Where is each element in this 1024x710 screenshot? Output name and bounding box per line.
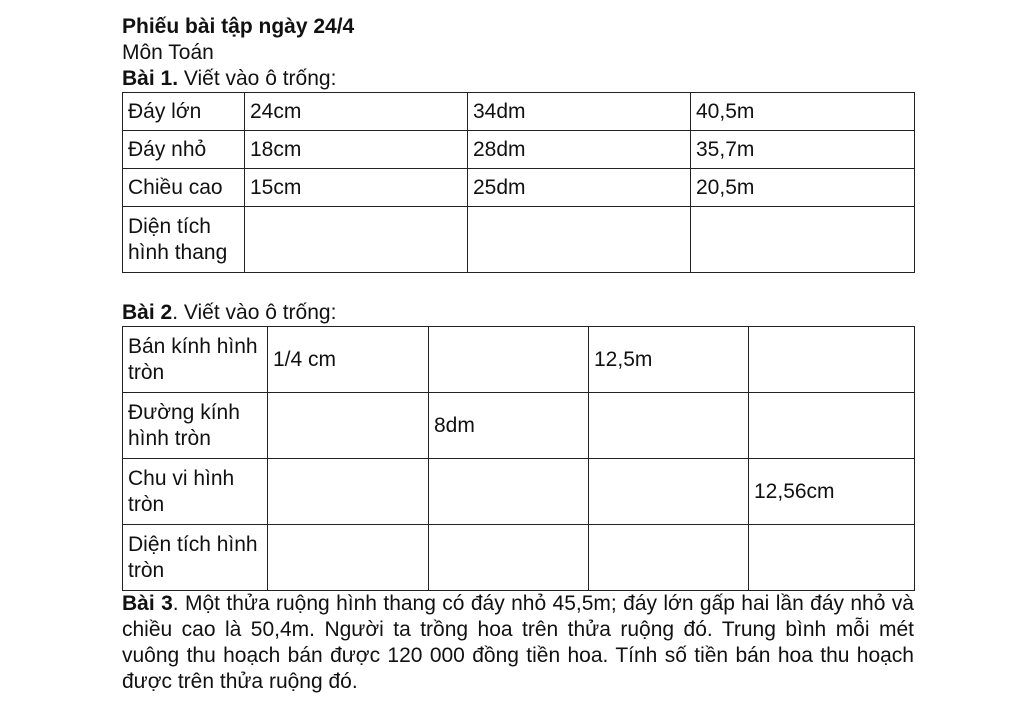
- table-cell: 34dm: [468, 93, 691, 131]
- circle-table: [122, 326, 915, 591]
- table-cell: 12,5m: [589, 327, 749, 393]
- exercise-1-label: Bài 1.: [122, 67, 179, 90]
- table-cell: 15cm: [245, 169, 468, 207]
- answer-cell[interactable]: [268, 393, 429, 459]
- table-cell: 8dm: [429, 393, 589, 459]
- table-cell: 25dm: [468, 169, 691, 207]
- table-row: [123, 327, 915, 393]
- exercise-3-text: . Một thửa ruộng hình thang có đáy nhỏ 45,5m; đáy lớn gấp hai lần đáy nhỏ và chiều cao là 50,4m. Người ta trồng hoa trên thửa ruộng đó. Trung bình mỗi mét vuông thu hoạch bán được 120 000 đồng tiền hoa. Tính số tiền bán hoa thu hoạch được trên thửa ruộng đó.: [122, 592, 914, 693]
- answer-cell[interactable]: [749, 525, 915, 591]
- exercise-1-instruction: Viết vào ô trống:: [178, 67, 337, 90]
- answer-cell[interactable]: [429, 459, 589, 525]
- exercise-3-paragraph: [122, 591, 914, 695]
- spacer: [122, 273, 914, 300]
- table-cell: 40,5m: [691, 93, 915, 131]
- answer-cell[interactable]: [429, 525, 589, 591]
- answer-cell[interactable]: [468, 207, 691, 273]
- answer-cell[interactable]: [589, 393, 749, 459]
- row-label: Chu vi hình tròn: [123, 459, 268, 525]
- exercise-1-title: [122, 66, 914, 92]
- answer-cell[interactable]: [589, 525, 749, 591]
- table-row: [123, 393, 915, 459]
- table-cell: 1/4 cm: [268, 327, 429, 393]
- table-cell: 20,5m: [691, 169, 915, 207]
- exercise-3-label: Bài 3: [122, 592, 173, 615]
- table-row: [123, 207, 915, 273]
- row-label: Diện tích hình tròn: [123, 525, 268, 591]
- row-label: Đường kính hình tròn: [123, 393, 268, 459]
- table-cell: 28dm: [468, 131, 691, 169]
- row-label: Đáy lớn: [123, 93, 245, 131]
- table-row: [123, 525, 915, 591]
- row-label: Bán kính hình tròn: [123, 327, 268, 393]
- answer-cell[interactable]: [691, 207, 915, 273]
- exercise-2-title: [122, 300, 914, 326]
- exercise-2-instruction: . Viết vào ô trống:: [172, 301, 337, 324]
- subject-label: Môn Toán: [122, 41, 214, 64]
- answer-cell[interactable]: [245, 207, 468, 273]
- answer-cell[interactable]: [749, 327, 915, 393]
- row-label: Diện tích hình thang: [123, 207, 245, 273]
- worksheet-page: [122, 14, 914, 695]
- table-cell: 24cm: [245, 93, 468, 131]
- row-label: Đáy nhỏ: [123, 131, 245, 169]
- trapezoid-table: [122, 92, 915, 273]
- answer-cell[interactable]: [749, 393, 915, 459]
- table-cell: 35,7m: [691, 131, 915, 169]
- table-row: [123, 459, 915, 525]
- table-row: [123, 131, 915, 169]
- answer-cell[interactable]: [429, 327, 589, 393]
- answer-cell[interactable]: [268, 525, 429, 591]
- table-cell: 18cm: [245, 131, 468, 169]
- answer-cell[interactable]: [268, 459, 429, 525]
- table-row: [123, 169, 915, 207]
- table-row: [123, 93, 915, 131]
- table-cell: 12,56cm: [749, 459, 915, 525]
- worksheet-title: Phiếu bài tập ngày 24/4: [122, 15, 355, 38]
- row-label: Chiều cao: [123, 169, 245, 207]
- answer-cell[interactable]: [589, 459, 749, 525]
- exercise-2-label: Bài 2: [122, 301, 173, 324]
